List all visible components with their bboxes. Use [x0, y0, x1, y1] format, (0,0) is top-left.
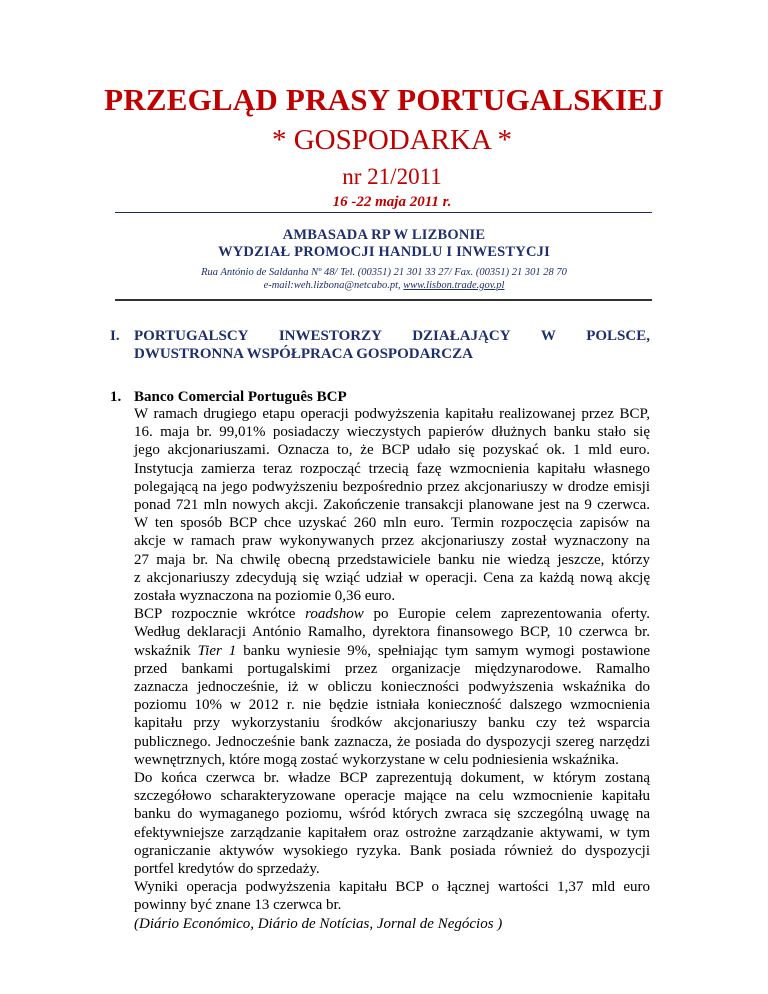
org-email: e-mail:weh.lizbona@netcabo.pt,	[263, 280, 401, 291]
issue-dates: 16 -22 maja 2011 r.	[332, 194, 452, 210]
article-number: 1.	[110, 389, 122, 405]
text-line: wskaźnik Tier 1 banku wyniesie 9%, spełniając tym samym wymogi postawione	[134, 642, 651, 659]
org-divider	[115, 299, 652, 301]
paragraph	[134, 405, 650, 605]
header-divider	[115, 212, 652, 213]
text-line: akcje w ramach praw wykonywanych przez akcjonariuszy został wyznaczony na	[134, 533, 650, 550]
issue-number: nr 21/2011	[342, 164, 442, 189]
article-title: Banco Comercial Português BCP	[134, 389, 347, 405]
text-line: publicznego. Jednocześnie bank zaznacza, że posiada do dyspozycji szereg narzędzi	[134, 733, 650, 750]
text-line: Wyniki operacja podwyższenia kapitału BCP o łącznej wartości 1,37 mld euro	[134, 879, 650, 896]
text-line: jego akcjonariuszami. Oznacza to, że BCP udało się pozyskać ok. 1 mld euro.	[134, 442, 650, 459]
section-title-line-1	[134, 327, 650, 345]
text-line: 27 maja br. Na chwilę obecną przedstawiciele banku nie wiedzą jeszcze, którzy	[134, 551, 650, 568]
section-word: POLSCE,	[586, 328, 650, 344]
tier-term: Tier 1	[197, 642, 237, 659]
text-line: polegającą na jego podwyższeniu bezpośrednio przez akcjonariuszy w drodze emisji	[134, 478, 650, 495]
text-line: z akcjonariuszy zdecydują się wziąć udział w operacji. Cena za każdą nową akcję	[134, 569, 650, 586]
text-line: kapitału przy wykorzystaniu środków akcjonariuszy banku czy też wsparcia	[134, 715, 650, 732]
text-line: W ramach drugiego etapu operacji podwyższenia kapitału realizowanej przez BCP,	[134, 406, 650, 422]
text-line: Do końca czerwca br. władze BCP zaprezentują dokument, w którym zostaną	[134, 770, 650, 787]
section-word: DZIAŁAJĄCY	[412, 328, 511, 344]
text-line: szczegółowo scharakteryzowane operacje mające na celu wzmocnienie kapitału	[134, 788, 650, 805]
text-line: przed bankami portugalskimi przez organizacje międzynarodowe. Ramalho	[134, 660, 650, 677]
section-word: PORTUGALSCY	[134, 328, 249, 344]
paragraph	[134, 605, 650, 769]
section-number: I.	[110, 328, 120, 344]
text-line: zaznacza jednocześnie, iż w obliczu konieczności podwyższenia wskaźnika do	[134, 679, 650, 696]
section-heading	[110, 327, 650, 363]
org-department: WYDZIAŁ PROMOCJI HANDLU I INWESTYCJI	[218, 244, 550, 260]
org-website-link[interactable]: www.lisbon.trade.gov.pl	[403, 280, 505, 291]
roadshow-term: roadshow	[305, 606, 364, 623]
article-heading	[110, 388, 650, 406]
org-name: AMBASADA RP W LIZBONIE	[282, 227, 486, 243]
article-body	[134, 405, 650, 933]
text-line: powinny być znane 13 czerwca br.	[134, 897, 342, 914]
paragraph	[134, 769, 650, 878]
text-line: W ten sposób BCP chce uzyskać 260 mln euro. Termin rozpoczęcia zapisów na	[134, 515, 650, 532]
text-line: wewnętrznych, które mogą zostać wykorzystane w celu podniesienia wskaźnika.	[134, 751, 619, 768]
text-line: banku do wymaganego poziomu, wśród których zwraca się szczególną uwagę na	[134, 806, 650, 823]
text-line: została wyznaczona na poziomie 0,36 euro.	[134, 588, 396, 605]
text-line: BCP rozpocznie wkrótce roadshow po Europie celem zaprezentowania oferty.	[134, 606, 651, 623]
section-title-line-2: DWUSTRONNA WSPÓŁPRACA GOSPODARCZA	[134, 346, 473, 362]
text-line: efektywniejsze zarządzanie kapitałem oraz ostrożne zarządzanie aktywami, w tym	[134, 824, 650, 841]
text-line: ograniczanie aktywów wysokiego ryzyka. Bank posiada również do dyspozycji	[134, 842, 650, 859]
text-line: portfel kredytów do sprzedaży.	[134, 861, 320, 878]
text-line: 16. maja br. 99,01% posiadaczy wieczystych papierów dłużnych banku stało się	[134, 424, 650, 441]
section-word: INWESTORZY	[278, 328, 382, 344]
text-line: Instytucja zamierza teraz rozpocząć trzecią fazę wzmocnienia kapitału własnego	[134, 460, 650, 477]
paragraph	[134, 878, 650, 933]
text-line: poziomu 10% w 2012 r. nie będzie istniała konieczność dalszego wzmocnienia	[134, 697, 650, 714]
text-line: Według deklaracji António Ramalho, dyrektora finansowego BCP, 10 czerwca br.	[134, 624, 650, 641]
text-line: ponad 721 mln nowych akcji. Zakończenie transakcji planowane jest na 9 czerwca.	[134, 497, 650, 514]
section-word: W	[540, 328, 556, 344]
page-title: PRZEGLĄD PRASY PORTUGALSKIEJ	[104, 82, 664, 117]
org-contact	[0, 280, 768, 291]
page-subtitle: * GOSPODARKA *	[271, 124, 513, 156]
org-address: Rua António de Saldanha Nº 48/ Tel. (00351) 21 301 33 27/ Fax. (00351) 21 301 28 70	[201, 267, 567, 278]
article-source: (Diário Económico, Diário de Notícias, Jornal de Negócios )	[134, 915, 503, 932]
